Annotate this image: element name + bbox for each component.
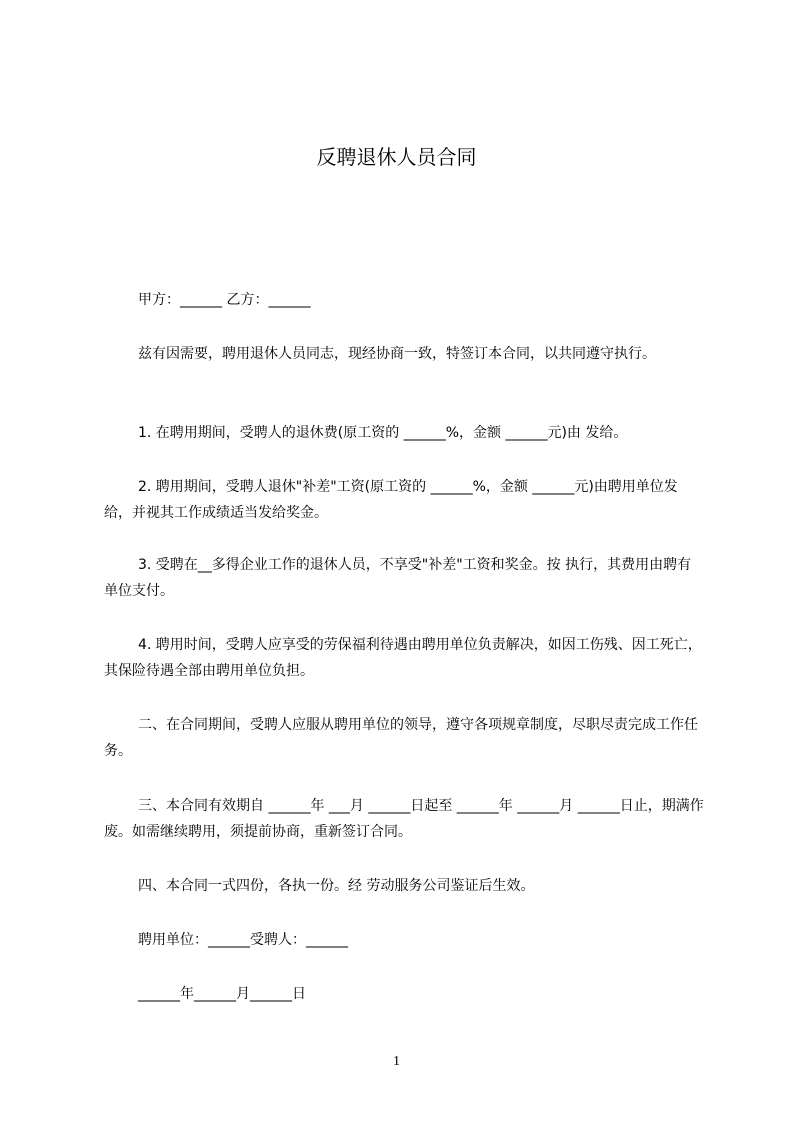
clause-3: 3. 受聘在__多得企业工作的退休人员，不享受"补差"工资和奖金。按 执行，其费用由聘有单位支付。 [104,557,692,599]
date-line: ______年______月______日 [138,986,306,1002]
parties-line: 甲方：______ 乙方：______ [138,292,311,308]
clause-2: 2. 聘用期间，受聘人退休"补差"工资(原工资的 ______%，金额 ______元)由聘用单位发给，并视其工作成绩适当发给奖金。 [104,479,678,521]
section-2: 二、在合同期间，受聘人应服从聘用单位的领导，遵守各项规章制度，尽职尽责完成工作任务。 [104,717,698,759]
intro-paragraph: 兹有因需要，聘用退休人员同志，现经协商一致，特签订本合同，以共同遵守执行。 [138,346,656,362]
section-4: 四、本合同一式四份，各执一份。经 劳动服务公司鉴证后生效。 [138,878,535,894]
clause-4: 4. 聘用时间，受聘人应享受的劳保福利待遇由聘用单位负责解决，如因工伤残、因工死亡，其保险待遇全部由聘用单位负担。 [104,637,702,679]
document-title: 反聘退休人员合同 [316,145,477,169]
page-number: 1 [393,1054,400,1069]
signature-line: 聘用单位：______受聘人：______ [138,932,348,948]
section-3: 三、本合同有效期自 ______年 ___月 ______日起至 ______年 ______月 ______日止，期满作废。如需继续聘用，须提前协商，重新签订合同。 [104,798,704,840]
clause-1: 1. 在聘用期间，受聘人的退休费(原工资的 ______%，金额 ______元)由 发给。 [138,425,628,441]
